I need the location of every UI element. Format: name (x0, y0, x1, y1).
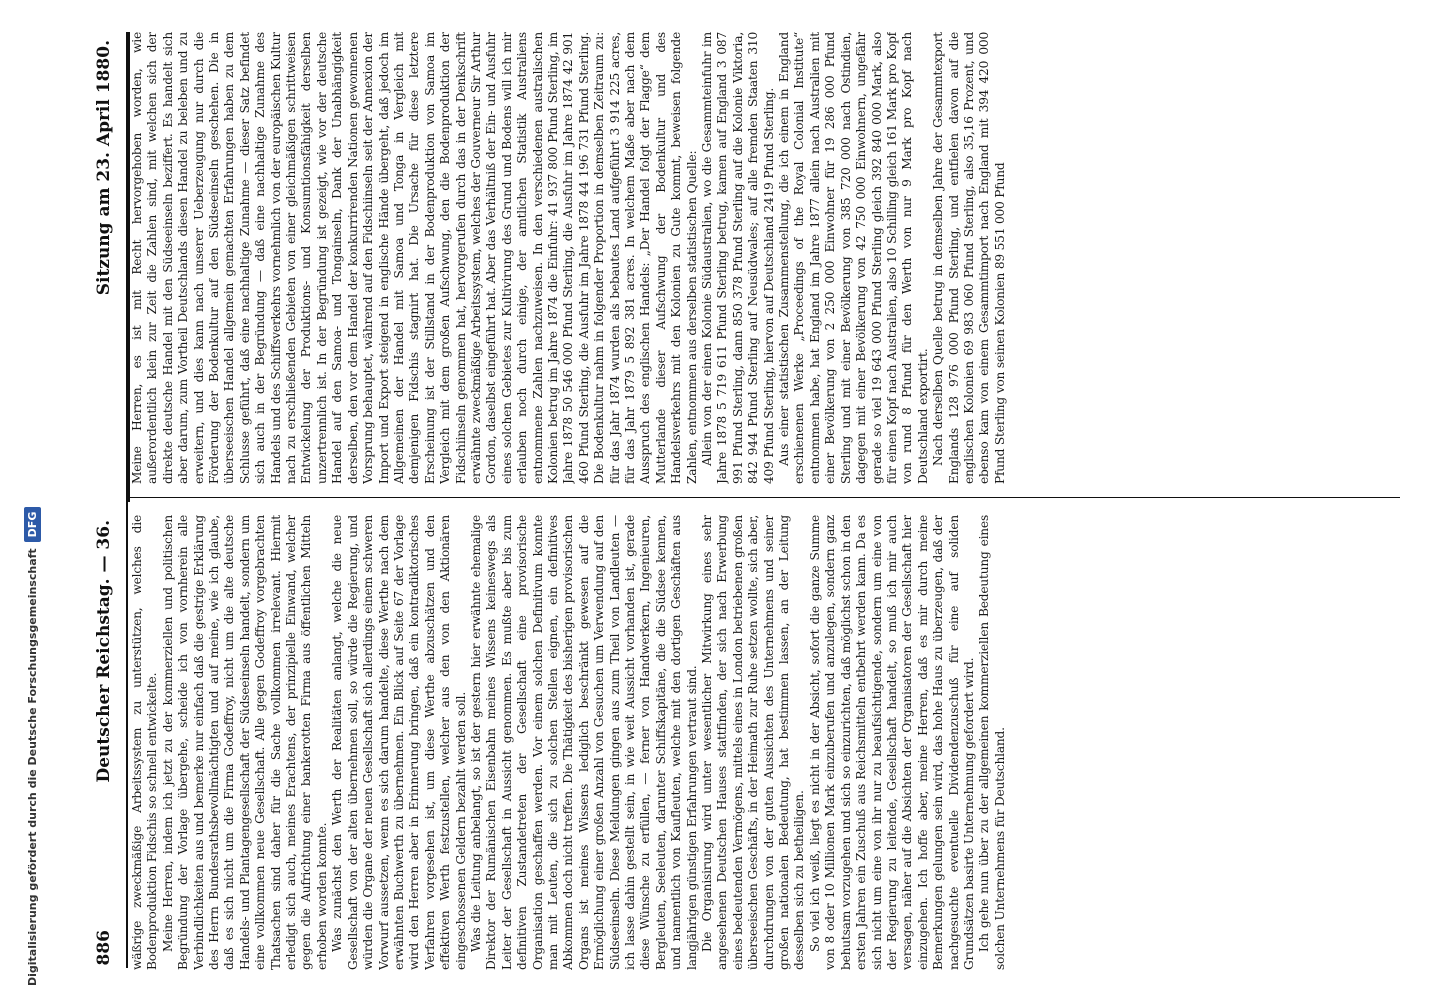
paragraph: Aus einer statistischen Zusammenstellung, die ich einem in England erschienenen Werke „Proceedings of the Royal Colonial Institute“ entnommen habe, hat England im Jahre 1877 allein nach Australien mit einer Bevölkerung von 2 250 000 Einwohner für 19 286 000 Pfund Sterling und mit einer Bevölkerung von 385 720 000 nach Ostindien, dagegen mit einer Bevölkerung von 42 750 000 Einwohnern, ungefähr gerade so viel 19 643 000 Pfund Sterling gleich 392 840 000 Mark, also für einen Kopf nach Australien, also 10 Schilling gleich 161 Mark pro Kopf von rund 8 Pfund für den Werth von nur 9 Mark pro Kopf nach Deutschland exportirt. (777, 32, 930, 484)
paragraph: wäßrige zweckmäßige Arbeitssystem zu unterstützen, welches die Bodenproduktion Fidschis so schnell entwickelte. (130, 515, 160, 970)
paragraph: Meine Herren, indem ich jetzt zu der kommerziellen und politischen Begründung der Vorlage übergehe, scheide ich von vornherein alle Verbindlichkeiten aus und bemerke nur einfach daß die gestrige Erklärung des Herrn Bundesrathsbevollmächtigten und auf meine, wie ich glaube, daß es sich nicht um die Firma Godeffroy, nicht um die alte deutsche Handels- und Plantagengesellschaft der Südseeinseln handelt, sondern um eine vollkommen neue Gesellschaft. Alle gegen Godeffroy vorgebrachten Thatsachen sind daher für die Sache vollkommen irrelevant. Hiermit erledigt sich auch, meines Erachtens, der prinzipielle Einwand, welcher gegen die Aufrichtung einer bankerotten Firma aus öffentlichen Mitteln erhoben worden konnte. (160, 515, 329, 970)
paragraph: Nach derselben Quelle betrug in demselben Jahre der Gesammtexport Englands 128 976 000 Pfund Sterling, und entfielen davon auf die englischen Kolonien 69 983 060 Pfund Sterling, also 35,16 Prozent, und ebenso kam von einem Gesammtimport nach England mit 394 420 000 Pfund Sterling von seinen Kolonien 89 551 000 Pfund (931, 32, 1007, 484)
running-header-right: Sitzung am 23. April 1880. (94, 40, 114, 296)
dfg-logo: DFG (24, 507, 41, 543)
text-column-left (130, 515, 1400, 970)
text-column-right (130, 32, 1142, 484)
paragraph: Ich gehe nun über zu der allgemeinen kommerziellen Bedeutung eines solchen Unternehmens für Deutschland. (977, 515, 1007, 970)
digitization-credit (12, 0, 52, 1000)
paragraph: Allein von der einen Kolonie Südaustralien, wo die Gesammteinfuhr im Jahre 1878 5 719 611 Pfund Sterling betrug, kamen auf England 3 087 991 Pfund Sterling, dann 850 378 Pfund Sterling auf die Kolonie Viktoria, 842 944 Pfund Sterling auf Neusüdwales; auf alle fremden Staaten 310 409 Pfund Sterling, hiervon auf Deutschland 2419 Pfund Sterling. (700, 32, 776, 484)
paragraph: Was die Leitung anbelangt, so ist der gestern hier erwähnte ehemalige Direktor der Rumänischen Eisenbahn meines Wissens keineswegs als Leiter der Gesellschaft in Aussicht genommen. Es mußte aber bis zum definitiven Zustandetreten der Gesellschaft eine provisorische Organisation geschaffen werden. Vor einem solchen Definitivum konnte man mit Leuten, die sich zu solchen Stellen eignen, ein definitives Abkommen doch nicht treffen. Die Thätigkeit des bisherigen provisorischen Organs ist meines Wissens lediglich beschränkt gewesen auf die Ermöglichung einer großen Anzahl von Gesuchen um Verwendung auf den Südseeinseln. Diese Meldungen gingen aus zum Theil von Landleuten — ich lasse dahin gestellt sein, in wie weit Aussicht vorhanden ist, gerade diese Wünsche zu erfüllen, — ferner von Handwerkern, Ingenieuren, Bergleuten, Seeleuten, darunter Schiffskapitäne, die die Südsee kennen, und namentlich von Kaufleuten, welche mit den dortigen Geschäften aus langjährigen günstigen Erfahrungen vertraut sind. (468, 515, 699, 970)
running-header-left: Deutscher Reichstag. — 36. (94, 520, 114, 783)
paragraph: Die Organisirung wird unter wesentlicher Mitwirkung eines sehr angesehenen Deutschen Hauses stattfinden, der sich nach Erwerbung eines bedeutenden Vermögens, mittels eines in London betriebenen großen überseeischen Geschäfts, in der Heimath zur Ruhe setzen wollte, sich aber, durchdrungen von der guten Aussichten des Unternehmens und seiner großen nationalen Bedeutung, hat bestimmen lassen, an der Leitung desselben sich zu betheiligen. (700, 515, 807, 970)
credit-text: Digitalisierung gefördert durch die Deutsche Forschungsgemeinschaft (25, 548, 39, 986)
paragraph: So viel ich weiß, liegt es nicht in der Absicht, sofort die ganze Summe von 8 oder 10 Millionen Mark einzuberufen und anzulegen, sondern ganz behutsam vorzugehen und sich so einzurichten, daß möglichst schon in den ersten Jahren ein Zuschuß aus Reichsmitteln entbehrt werden kann. Da es sich nicht um eine von ihr nur zu beaufsichtigende, sondern um eine von der Regierung zu leitende, Gesellschaft handelt, so muß ich mir auch versagen, näher auf die Absichten der Organisatoren der Gesellschaft hier einzugehen. Ich hoffe aber, meine Herren, daß es mir durch meine Bemerkungen gelungen sein wird, das hohe Haus zu überzeugen, daß der nachgesuchte eventuelle Dividendenzuschuß für eine auf soliden Grundsätzen basirte Unternehmung gefordert wird. (807, 515, 976, 970)
paragraph: Was zunächst den Werth der Realitäten anlangt, welche die neue Gesellschaft von der alten übernehmen soll, so würde die Regierung, und würden die Organe der neuen Gesellschaft sich allerdings einem schweren Vorwurf aussetzen, wenn es sich darum handelte, diese Werthe nach dem erwähnten Buchwerth zu übernehmen. Ein Blick auf Seite 67 der Vorlage wird den Herren aber in Erinnerung bringen, daß ein kontradiktorisches Verfahren vorgesehen ist, um diese Werthe abzuschätzen und den effektiven Werth festzustellen, welcher aus den von den Aktionären eingeschossenen Geldern bezahlt werden soll. (330, 515, 468, 970)
paragraph: Meine Herren, es ist mit Recht hervorgehoben worden, wie außerordentlich klein zur Zeit die Zahlen sind, mit welchen sich der direkte deutsche Handel mit den Südseeinseln beziffert. Es handelt sich aber darum, zum Vortheil Deutschlands diesen Handel zu beleben und zu erweitern, und dies kann nach unserer Ueberzeugung nur durch die Förderung der Bodenkultur auf den Südseeinseln geschehen. Die in überseeischen Handel allgemein gemachten Erfahrungen haben zu dem Schlusse geführt, daß eine nachhaltige Zunahme — dieser Satz befindet sich auch in der Begründung — daß eine nachhaltige Zunahme des Handels und des Schiffsverkehrs vornehmlich von der europäischen Kultur nach zu erschließenden Gebieten von einer gleichmäßigen schrittweisen Entwickelung der Produktions- und Konsumtionsfähigkeit derselben unzertrennlich ist. In der Begründung ist gezeigt, wie vor der deutsche Handel auf den Samoa- und Tongainseln, Dank der Unabhängigkeit derselben, den vor dem Handel der konkurrirenden Nationen gewonnenen Vorsprung behauptet, während auf den Fidschiinseln seit der Annexion der Import und Export steigend in englische Hände übergeht, daß jedoch im Allgemeinen der Handel mit Samoa und Tonga in Vergleich mit demjenigen Fidschis stagnirt hat. Die Ursache für diese letztere Erscheinung ist der Stillstand in der Bodenproduktion von Samoa im Vergleich mit dem großen Aufschwung, den die Bodenproduktion der Fidschiinseln genommen hat, hervorgerufen durch das in der Denkschrift erwähnte zweckmäßige Arbeitssystem, welches der Gouverneur Sir Arthur Gordon, daselbst eingeführt hat. Aber das Verhältniß der Ein- und Ausfuhr eines solchen Gebietes zur Kultivirung des Grund und Bodens will ich mir erlauben noch durch einige, der amtlichen Statistik Australiens entnommene Zahlen nachzuweisen. In den verschiedenen australischen Kolonien betrug im Jahre 1874 die Einfuhr: 41 937 800 Pfund Sterling, im Jahre 1878 50 546 000 Pfund Sterling, die Ausfuhr im Jahre 1874 42 901 460 Pfund Sterling, die Ausfuhr im Jahre 1878 44 196 731 Pfund Sterling. Die Bodenkultur nahm in folgender Proportion in demselben Zeitraum zu: für das Jahr 1874 wurden als bebautes Land aufgeführt 3 914 225 acres, für das Jahr 1879 5 892 381 acres. In welchem Maße aber nach dem Ausspruch des englischen Handels: „Der Handel folgt der Flagge“ dem Mutterlande dieser Aufschwung der Bodenkultur und des Handelsverkehrs mit den Kolonien zu Gute kommt, beweisen folgende Zahlen, entnommen aus derselben statistischen Quelle: (130, 32, 699, 484)
column-divider (130, 497, 1400, 498)
page-number: 886 (94, 930, 114, 966)
